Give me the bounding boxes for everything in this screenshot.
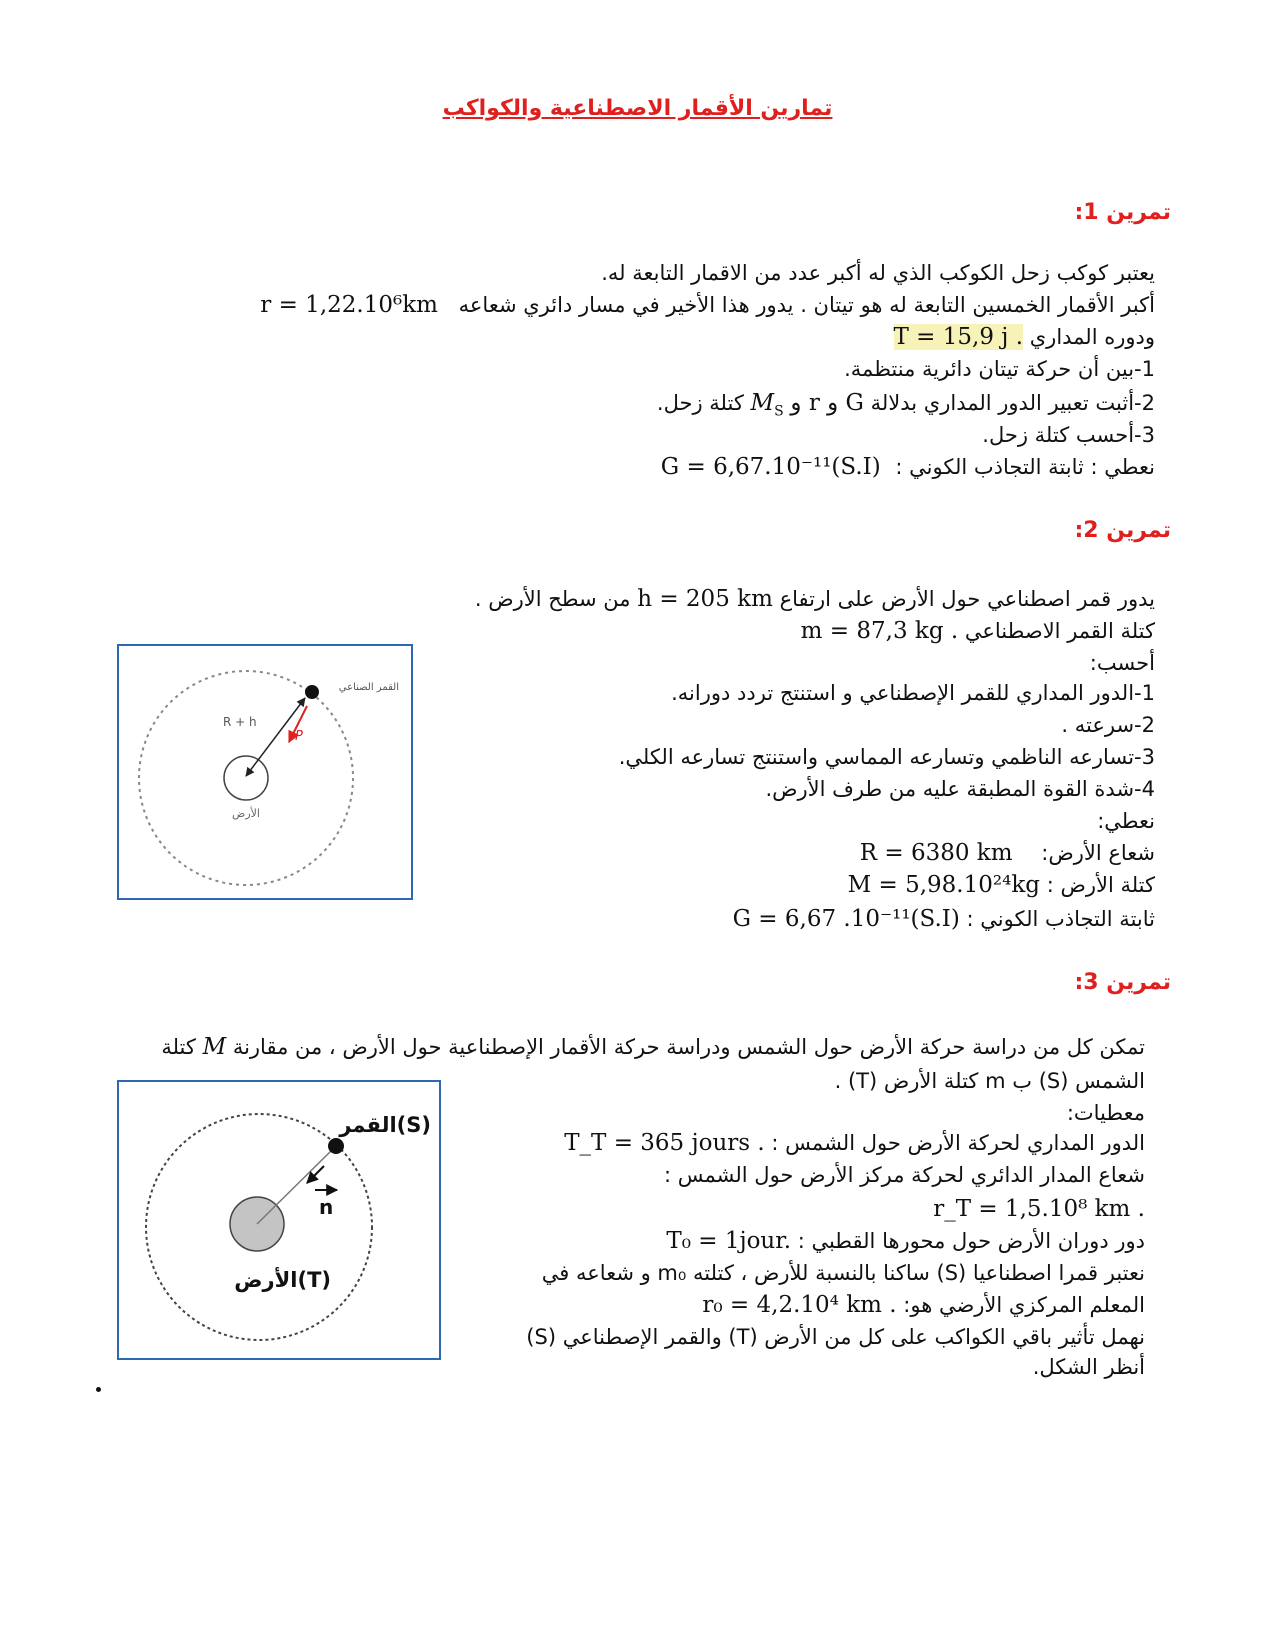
ex1-gravitational-constant: G = 6,67.10⁻¹¹(S.I) — [660, 454, 881, 480]
ex2-satellite-dot — [305, 685, 319, 699]
ex1-given-text: نعطي : ثابتة التجاذب الكوني : — [895, 455, 1155, 479]
ex1-line-2-text: أكبر الأقمار الخمسين التابعة له هو تيتان . يدور هذا الأخير في مسار دائري شعاعه — [458, 293, 1155, 317]
ex3-satellite-radius-value: r₀ = 4,2.10⁴ km . — [702, 1292, 897, 1318]
ex2-gravitational-constant-label: ثابتة التجاذب الكوني : — [966, 907, 1155, 931]
ex1-mass-letter: M — [750, 390, 775, 416]
ex1-mass-subscript: S — [774, 403, 784, 420]
ex2-mass-value: m = 87,3 kg . — [800, 618, 959, 644]
ex1-question-2-text: 2-أثبت تعبير الدور المداري بدلالة — [870, 391, 1155, 415]
ex3-given-label: معطيات: — [1066, 1101, 1145, 1125]
ex3-line-1-a: تمكن كل من دراسة حركة الأرض حول الشمس ودراسة حركة الأقمار الإصطناعية حول الأرض ، من مقارنة — [232, 1035, 1145, 1059]
ex1-period-value: T = 15,9 j . — [893, 324, 1024, 350]
ex2-weight-label: P — [295, 729, 303, 744]
ex2-orbit-diagram — [119, 646, 411, 898]
ex3-n-label: n — [319, 1195, 334, 1219]
ex3-line-8: نعتبر قمرا اصطناعيا (S) ساكنا بالنسبة للأرض ، كتلته m₀ و شعاعه في — [541, 1261, 1145, 1285]
ex1-question-2-vars: G و r و — [790, 390, 864, 416]
ex3-orbit-diagram — [119, 1082, 439, 1358]
ex1-line-2 — [260, 290, 1155, 320]
ex2-gravitational-constant-value: G = 6,67 .10⁻¹¹(S.I) — [732, 906, 960, 932]
ex1-question-1: 1-بين أن حركة تيتان دائرية منتظمة. — [844, 357, 1155, 381]
exercise-3-heading: تمرين 3: — [1074, 970, 1171, 995]
ex1-mass-symbol — [750, 390, 784, 420]
ex2-earth-mass-value: M = 5,98.10²⁴kg — [847, 872, 1040, 898]
ex2-earth-circle — [224, 756, 268, 800]
ex2-question-3: 3-تسارعه الناظمي وتسارعه المماسي واستنتج تسارعه الكلي. — [618, 745, 1155, 769]
ex2-satellite-label: القمر الصناعي — [338, 682, 399, 693]
ex2-line-2 — [801, 616, 1155, 646]
ex3-line-6 — [933, 1194, 1145, 1224]
ex3-line-7 — [666, 1226, 1145, 1256]
ex2-earth-label: الأرض — [232, 807, 260, 820]
ex3-earth-orbit-radius-value: r_T = 1,5.10⁸ km . — [933, 1196, 1145, 1222]
ex2-rh-label: R + h — [223, 715, 257, 729]
ex3-line-5: شعاع المدار الدائري لحركة مركز الأرض حول الشمس : — [664, 1163, 1145, 1187]
ex1-line-1: يعتبر كوكب زحل الكوكب الذي له أكبر عدد من الاقمار التابعة له. — [601, 261, 1155, 285]
ex3-line-7-a: دور دوران الأرض حول محورها القطبي : — [797, 1229, 1145, 1253]
ex1-given — [661, 452, 1155, 482]
ex2-given-label: نعطي: — [1097, 809, 1155, 833]
ex2-line-1-a: يدور قمر اصطناعي حول الأرض على ارتفاع — [779, 587, 1155, 611]
ex3-earth-period-value: T_T = 365 jours . — [564, 1130, 765, 1156]
ex3-moon-label: القمر(S) — [339, 1113, 431, 1137]
ex3-rotation-period-value: T₀ = 1jour. — [666, 1228, 792, 1254]
ex3-line-4-a: الدور المداري لحركة الأرض حول الشمس : — [771, 1131, 1145, 1155]
ex1-line-3-text: ودوره المداري — [1029, 325, 1155, 349]
ex3-sun-mass-symbol: M — [202, 1034, 227, 1060]
ex2-question-2: 2-سرعته . — [1061, 713, 1155, 737]
exercise-2-heading: تمرين 2: — [1074, 518, 1171, 543]
ex2-line-1 — [475, 584, 1155, 614]
ex1-question-2-end: كتلة زحل. — [656, 391, 744, 415]
ex2-gravitational-constant — [733, 904, 1155, 934]
ex2-question-4: 4-شدة القوة المطبقة عليه من طرف الأرض. — [765, 777, 1155, 801]
ex2-earth-radius-label: شعاع الأرض: — [1041, 841, 1155, 865]
exercise-1-heading: تمرين 1: — [1074, 200, 1171, 225]
ex2-line-1-b: من سطح الأرض . — [474, 587, 631, 611]
ex2-earth-mass — [848, 870, 1155, 900]
ex3-orbit-figure — [117, 1080, 441, 1360]
ex3-line-1 — [161, 1032, 1145, 1062]
ex1-line-3 — [894, 322, 1155, 352]
ex2-line-2-a: كتلة القمر الاصطناعي — [964, 619, 1155, 643]
ex2-ask: أحسب: — [1089, 651, 1155, 675]
ex2-earth-mass-label: كتلة الأرض : — [1046, 873, 1155, 897]
ex2-earth-radius — [860, 838, 1155, 868]
ex3-line-11: أنظر الشكل. — [1032, 1355, 1145, 1379]
ex3-satellite-dot — [328, 1138, 344, 1154]
ex3-line-9 — [702, 1290, 1145, 1320]
ex2-orbit-figure — [117, 644, 413, 900]
ex3-line-4 — [564, 1128, 1145, 1158]
ex3-unit-vector-arrow — [307, 1166, 324, 1183]
ex3-line-2: الشمس (S) ب m كتلة الأرض (T) . — [834, 1069, 1145, 1093]
stray-dot — [96, 1387, 101, 1392]
ex2-earth-radius-value: R = 6380 km — [859, 840, 1013, 866]
ex2-question-1: 1-الدور المداري للقمر الإصطناعي و استنتج تردد دورانه. — [671, 681, 1155, 705]
ex3-earth-label: الأرض(T) — [234, 1268, 331, 1292]
ex2-altitude-value: h = 205 km — [637, 586, 773, 612]
ex3-line-10: نهمل تأثير باقي الكواكب على كل من الأرض (T) والقمر الإصطناعي (S) — [526, 1325, 1145, 1349]
page-title: تمارين الأقمار الاصطناعية والكواكب — [442, 96, 833, 121]
ex1-question-3: 3-أحسب كتلة زحل. — [982, 423, 1155, 447]
ex3-line-1-b: كتلة — [161, 1035, 196, 1059]
ex1-radius-value: r = 1,22.10⁶km — [260, 292, 438, 318]
ex3-line-9-a: المعلم المركزي الأرضي هو: — [903, 1293, 1145, 1317]
ex2-orbit-path — [139, 671, 353, 885]
